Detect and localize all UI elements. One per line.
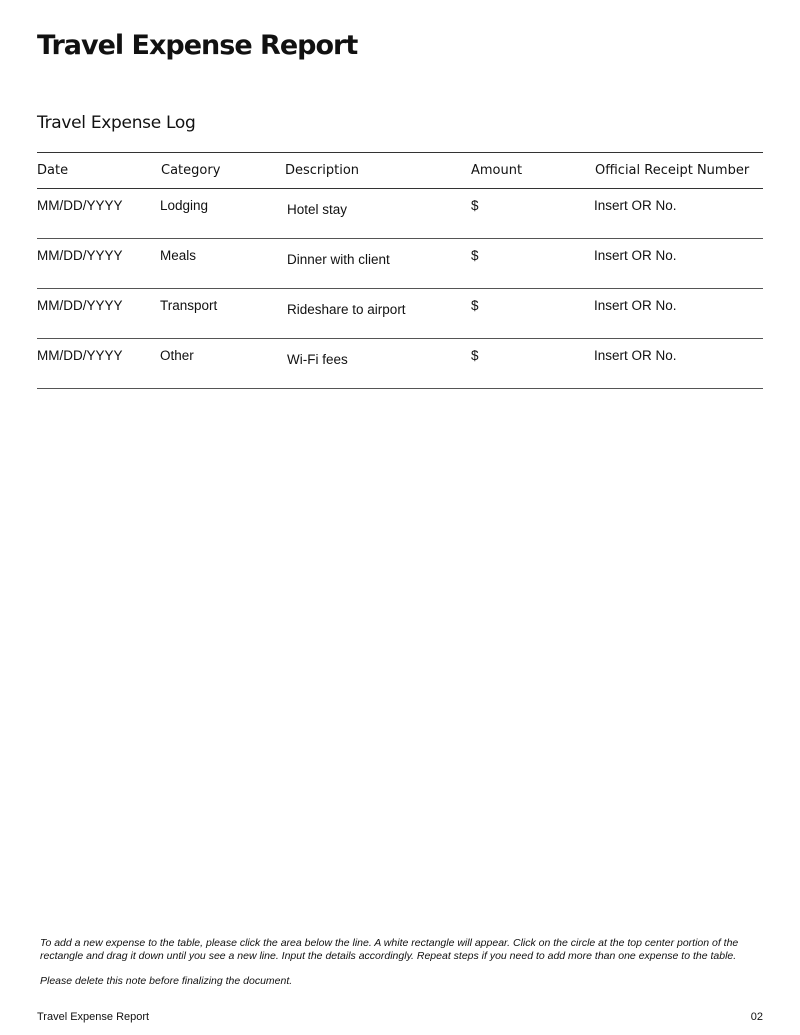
- page-number: 02: [750, 1011, 763, 1023]
- table-row: [37, 289, 763, 339]
- cell-receipt-number[interactable]: Insert OR No.: [594, 298, 677, 313]
- cell-receipt-number[interactable]: Insert OR No.: [594, 348, 677, 363]
- header-description: Description: [285, 163, 360, 178]
- cell-date[interactable]: MM/DD/YYYY: [37, 248, 123, 263]
- cell-category[interactable]: Other: [160, 348, 194, 363]
- page-title: Travel Expense Report: [37, 30, 358, 61]
- cell-category[interactable]: Lodging: [160, 198, 209, 213]
- cell-amount[interactable]: $: [471, 348, 479, 363]
- cell-category[interactable]: Transport: [160, 298, 218, 313]
- cell-amount[interactable]: $: [471, 198, 479, 213]
- cell-receipt-number[interactable]: Insert OR No.: [594, 248, 677, 263]
- section-title: Travel Expense Log: [37, 113, 196, 133]
- instruction-note: To add a new expense to the table, please click the area below the line. A white rectangle will appear. Click on the circle at the top center portion of the rectangle and drag it down until you see a new line. Input the details accordingly. Repeat steps if you need to add more than one expense to the table.: [40, 937, 739, 962]
- header-receipt-number: Official Receipt Number: [595, 163, 750, 178]
- cell-date[interactable]: MM/DD/YYYY: [37, 348, 123, 363]
- cell-description[interactable]: Dinner with client: [287, 252, 390, 267]
- cell-description[interactable]: Hotel stay: [287, 202, 348, 217]
- cell-description[interactable]: Rideshare to airport: [287, 302, 406, 317]
- header-amount: Amount: [471, 163, 523, 178]
- cell-category[interactable]: Meals: [160, 248, 197, 263]
- header-date: Date: [37, 163, 69, 178]
- expense-table: [37, 152, 763, 389]
- footer-title: Travel Expense Report: [37, 1011, 150, 1023]
- cell-amount[interactable]: $: [471, 248, 479, 263]
- table-row: [37, 339, 763, 389]
- cell-description[interactable]: Wi-Fi fees: [287, 352, 348, 367]
- header-category: Category: [161, 163, 221, 178]
- cell-date[interactable]: MM/DD/YYYY: [37, 298, 123, 313]
- table-row: [37, 239, 763, 289]
- cell-amount[interactable]: $: [471, 298, 479, 313]
- cell-receipt-number[interactable]: Insert OR No.: [594, 198, 677, 213]
- table-row: [37, 189, 763, 239]
- cell-date[interactable]: MM/DD/YYYY: [37, 198, 123, 213]
- table-header: [37, 153, 763, 189]
- delete-note: Please delete this note before finalizing the document.: [40, 975, 293, 987]
